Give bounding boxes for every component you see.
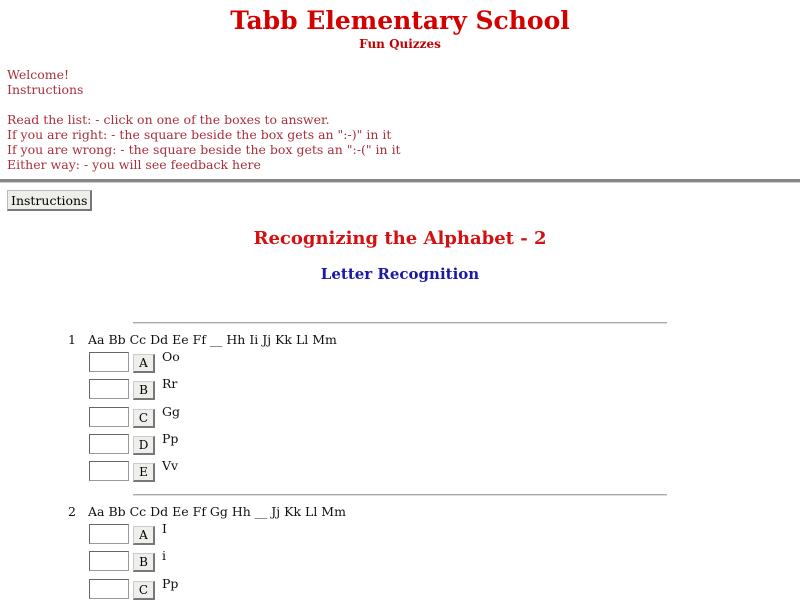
feedback-box[interactable] xyxy=(89,551,129,571)
answer-button[interactable]: A xyxy=(133,526,155,545)
question-divider xyxy=(133,494,667,496)
answer-label: I xyxy=(162,521,167,536)
feedback-box[interactable] xyxy=(89,434,129,454)
question-number: 2 xyxy=(68,504,76,519)
site-title: Tabb Elementary School xyxy=(230,6,570,35)
answer-button[interactable]: D xyxy=(133,436,155,455)
answer-button[interactable]: E xyxy=(133,463,155,482)
info-line: If you are right: - the square beside the box gets an ":-)" in it xyxy=(7,127,392,142)
quiz-title: Recognizing the Alphabet - 2 xyxy=(253,228,547,249)
answer-button[interactable]: B xyxy=(133,381,155,400)
info-line: Either way: - you will see feedback here xyxy=(7,157,261,172)
question-divider xyxy=(133,322,667,324)
feedback-box[interactable] xyxy=(89,407,129,427)
site-subtitle: Fun Quizzes xyxy=(359,37,441,51)
answer-label: Gg xyxy=(162,403,180,419)
info-line: Instructions xyxy=(7,82,84,97)
answer-button[interactable]: A xyxy=(133,354,155,373)
answer-label: i xyxy=(162,548,166,564)
answer-label: Vv xyxy=(162,458,179,474)
question-prompt: Aa Bb Cc Dd Ee Ff __ Hh Ii Jj Kk Ll Mm xyxy=(88,332,337,347)
feedback-box[interactable] xyxy=(89,379,129,399)
feedback-box[interactable] xyxy=(89,461,129,481)
info-line: Welcome! xyxy=(7,67,70,82)
answer-button[interactable]: B xyxy=(133,553,155,572)
feedback-box[interactable] xyxy=(89,352,129,372)
answer-button[interactable]: C xyxy=(133,409,155,428)
answer-button[interactable]: C xyxy=(133,581,155,600)
question-prompt: Aa Bb Cc Dd Ee Ff Gg Hh __ Jj Kk Ll Mm xyxy=(88,504,346,519)
answer-label: Oo xyxy=(162,349,180,364)
question-number: 1 xyxy=(68,332,76,347)
question xyxy=(68,504,346,519)
question xyxy=(68,332,337,347)
answer-label: Rr xyxy=(162,376,178,392)
answer-label: Pp xyxy=(162,430,179,446)
info-line: If you are wrong: - the square beside the box gets an ":-(" in it xyxy=(7,142,401,157)
feedback-box[interactable] xyxy=(89,524,129,544)
info-line: Read the list: - click on one of the boxes to answer. xyxy=(7,112,330,127)
answer-label: Pp xyxy=(162,575,179,591)
divider xyxy=(0,179,800,183)
instructions-text xyxy=(7,67,401,172)
quiz-subtitle: Letter Recognition xyxy=(320,265,480,283)
instructions-button[interactable]: Instructions xyxy=(7,190,92,211)
feedback-box[interactable] xyxy=(89,579,129,599)
